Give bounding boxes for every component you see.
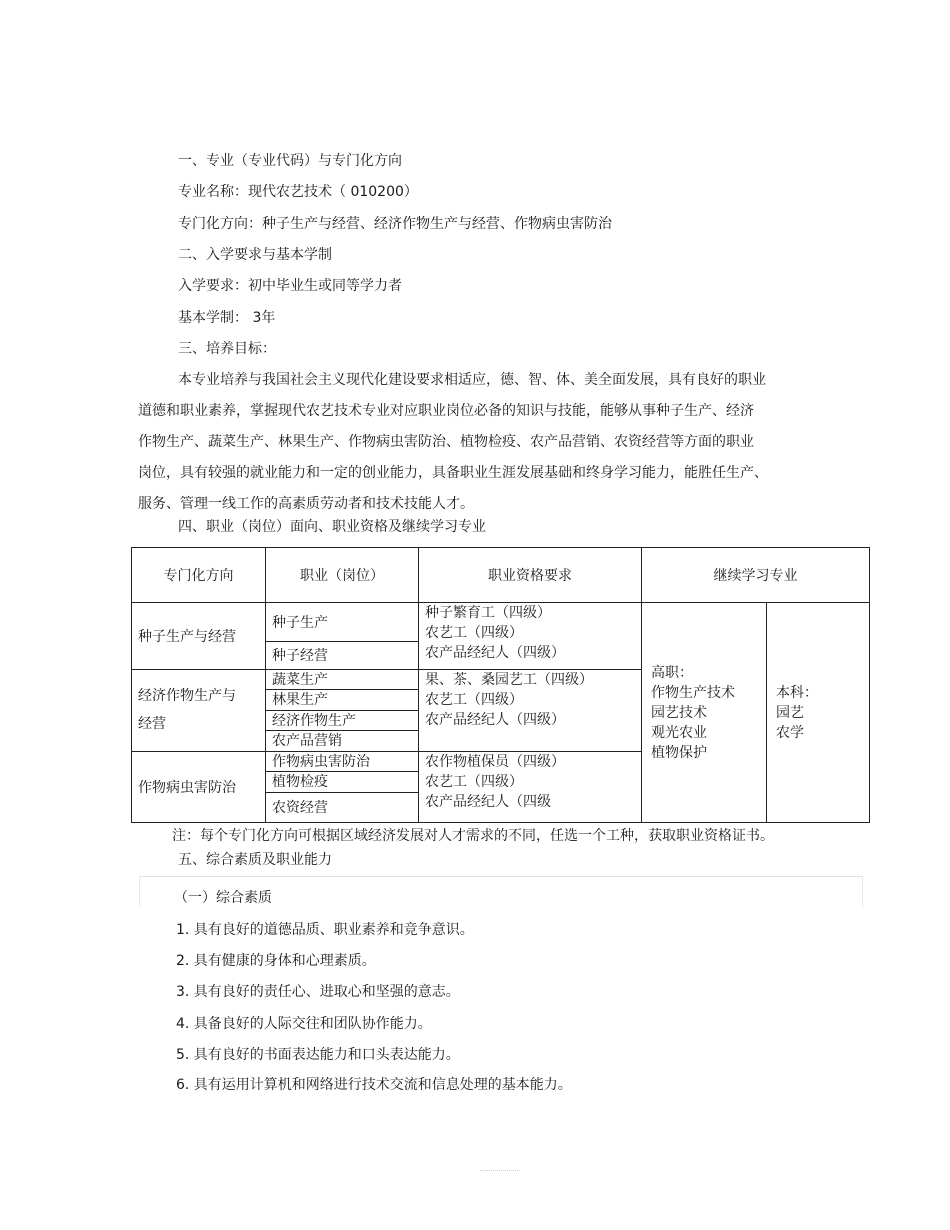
qualification-cell bbox=[419, 751, 642, 822]
header-qualification: 职业资格要求 bbox=[419, 548, 642, 603]
qualification-item: 农产品经纪人（四级） bbox=[425, 711, 565, 728]
quality-item: 1. 具有良好的道德品质、职业素养和竞争意识。 bbox=[176, 922, 474, 938]
section-3-title: 三、培养目标： bbox=[178, 341, 276, 357]
quality-item: 4. 具备良好的人际交往和团队协作能力。 bbox=[176, 1016, 432, 1032]
subsection-1-title: （一）综合素质 bbox=[174, 890, 272, 906]
career-qualification-table bbox=[131, 547, 870, 823]
post-cell: 经济作物生产 bbox=[266, 710, 419, 730]
goal-paragraph-line: 岗位，具有较强的就业能力和一定的创业能力，具备职业生涯发展基础和终身学习能力，能胜任生产、 bbox=[138, 465, 768, 481]
quality-item: 5. 具有良好的书面表达能力和口头表达能力。 bbox=[176, 1047, 460, 1063]
further-major-item: 作物生产技术 bbox=[651, 684, 735, 701]
major-name: 专业名称：现代农艺技术（ 010200） bbox=[178, 184, 418, 200]
post-cell: 种子生产 bbox=[266, 603, 419, 642]
quality-item: 6. 具有运用计算机和网络进行技术交流和信息处理的基本能力。 bbox=[176, 1077, 572, 1093]
qualification-item: 农艺工（四级） bbox=[425, 625, 523, 641]
direction-cell bbox=[132, 669, 266, 751]
goal-paragraph-line: 服务、管理一线工作的高素质劳动者和技术技能人才。 bbox=[138, 496, 474, 512]
qualification-item: 农产品经纪人（四级） bbox=[425, 645, 565, 661]
post-cell: 林果生产 bbox=[266, 690, 419, 710]
undergraduate-cell bbox=[767, 603, 870, 823]
further-major-item: 植物保护 bbox=[651, 744, 707, 761]
qualification-item: 果、茶、桑园艺工（四级） bbox=[425, 671, 593, 688]
header-direction: 专门化方向 bbox=[132, 548, 266, 603]
direction-cell: 种子生产与经营 bbox=[132, 603, 266, 670]
post-cell: 农资经营 bbox=[266, 792, 419, 822]
section-4-title: 四、职业（岗位）面向、职业资格及继续学习专业 bbox=[178, 519, 486, 535]
quality-item: 2. 具有健康的身体和心理素质。 bbox=[176, 953, 376, 969]
section-2-title: 二、入学要求与基本学制 bbox=[178, 247, 332, 263]
qualification-cell bbox=[419, 603, 642, 670]
page-footer-mark bbox=[480, 1170, 520, 1172]
goal-paragraph-line: 道德和职业素养，掌握现代农艺技术专业对应职业岗位必备的知识与技能，能够从事种子生产、经济 bbox=[138, 403, 754, 419]
post-cell: 蔬菜生产 bbox=[266, 669, 419, 689]
section-5-title: 五、综合素质及职业能力 bbox=[178, 852, 332, 868]
study-duration: 基本学制： 3年 bbox=[178, 310, 276, 326]
direction-line: 经济作物生产与 bbox=[138, 688, 236, 705]
qualification-item: 农艺工（四级） bbox=[425, 691, 523, 708]
table-row bbox=[132, 603, 870, 642]
direction-cell: 作物病虫害防治 bbox=[132, 751, 266, 822]
undergraduate-label: 本科： bbox=[776, 684, 818, 701]
quality-item: 3. 具有良好的责任心、进取心和坚强的意志。 bbox=[176, 984, 460, 1000]
post-cell: 作物病虫害防治 bbox=[266, 751, 419, 771]
higher-vocational-cell bbox=[642, 603, 767, 823]
post-cell: 植物检疫 bbox=[266, 772, 419, 792]
goal-paragraph-line: 本专业培养与我国社会主义现代化建设要求相适应，德、智、体、美全面发展，具有良好的职业 bbox=[178, 372, 766, 388]
direction-line: 经营 bbox=[138, 716, 166, 733]
header-post: 职业（岗位） bbox=[266, 548, 419, 603]
qualification-item: 农艺工（四级） bbox=[425, 773, 523, 790]
further-major-item: 观光农业 bbox=[651, 724, 707, 741]
goal-paragraph-line: 作物生产、蔬菜生产、林果生产、作物病虫害防治、植物检疫、农产品营销、农资经营等方面的职业 bbox=[138, 434, 754, 450]
post-cell: 种子经营 bbox=[266, 641, 419, 669]
qualification-item: 农作物植保员（四级） bbox=[425, 753, 565, 770]
qualification-item: 种子繁育工（四级） bbox=[425, 605, 551, 621]
header-further-study: 继续学习专业 bbox=[642, 548, 870, 603]
section-1-title: 一、专业（专业代码）与专门化方向 bbox=[178, 153, 402, 169]
table-header-row bbox=[132, 548, 870, 603]
higher-vocational-label: 高职： bbox=[651, 664, 693, 681]
qualification-cell bbox=[419, 669, 642, 751]
further-major-item: 农学 bbox=[776, 724, 804, 741]
post-cell: 农产品营销 bbox=[266, 731, 419, 751]
specialization-directions: 专门化方向：种子生产与经营、经济作物生产与经营、作物病虫害防治 bbox=[178, 216, 612, 232]
qualification-item: 农产品经纪人（四级 bbox=[425, 793, 551, 810]
further-major-item: 园艺技术 bbox=[651, 704, 707, 721]
admission-requirement: 入学要求：初中毕业生或同等学力者 bbox=[178, 278, 402, 294]
further-major-item: 园艺 bbox=[776, 704, 804, 721]
table-note: 注：每个专门化方向可根据区域经济发展对人才需求的不同，任选一个工种，获取职业资格证书。 bbox=[172, 828, 774, 844]
